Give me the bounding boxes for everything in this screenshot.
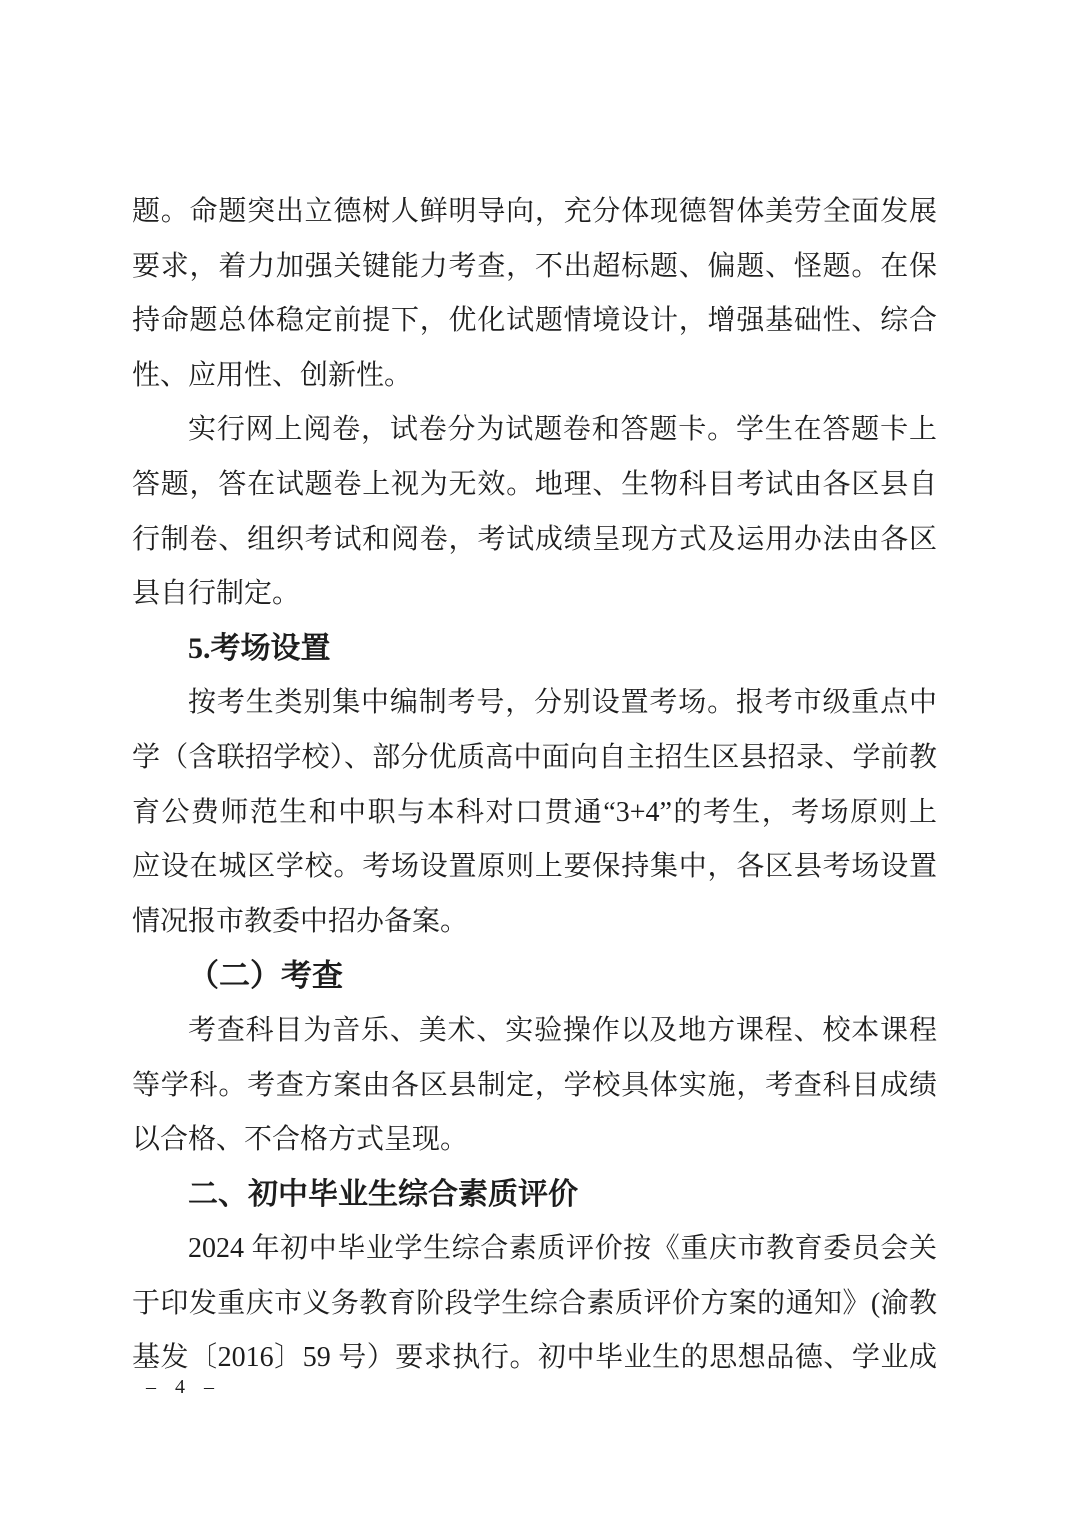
text-line: 应设在城区学校。考场设置原则上要保持集中，各区县考场设置: [132, 851, 937, 883]
text-line: 答题，答在试题卷上视为无效。地理、生物科目考试由各区县自: [132, 468, 937, 500]
text-line: 育公费师范生和中职与本科对口贯通“3+4”的考生，考场原则上: [132, 796, 937, 828]
text-line: 以合格、不合格方式呈现。: [132, 1124, 469, 1156]
text-line: 要求，着力加强关键能力考查，不出超标题、偏题、怪题。在保: [132, 250, 937, 282]
text-line: 等学科。考查方案由各区县制定，学校具体实施，考查科目成绩: [132, 1069, 937, 1101]
text-line: 于印发重庆市义务教育阶段学生综合素质评价方案的通知》(渝教: [132, 1287, 937, 1319]
text-line: 考查科目为音乐、美术、实验操作以及地方课程、校本课程: [188, 1014, 937, 1046]
text-line: 持命题总体稳定前提下，优化试题情境设计，增强基础性、综合: [132, 305, 937, 337]
section-heading: 二、初中毕业生综合素质评价: [188, 1177, 578, 1211]
text-line: 县自行制定。: [132, 578, 301, 610]
text-line: 按考生类别集中编制考号，分别设置考场。报考市级重点中: [188, 687, 937, 719]
text-line: 行制卷、组织考试和阅卷，考试成绩呈现方式及运用办法由各区: [132, 523, 937, 555]
text-line: 基发〔2016〕59 号）要求执行。初中毕业生的思想品德、学业成: [132, 1342, 937, 1374]
document-content: [132, 185, 937, 1386]
text-line: 实行网上阅卷，试卷分为试题卷和答题卡。学生在答题卡上: [188, 414, 937, 446]
section-heading: （二）考查: [188, 958, 343, 994]
text-line: 情况报市教委中招办备案。: [132, 905, 469, 937]
page-number: – 4 –: [146, 1376, 221, 1398]
section-heading: 5.考场设置: [188, 631, 331, 665]
text-line: 题。命题突出立德树人鲜明导向，充分体现德智体美劳全面发展: [132, 196, 937, 227]
text-line: 学（含联招学校）、部分优质高中面向自主招生区县招录、学前教: [132, 741, 937, 773]
text-line: 性、应用性、创新性。: [132, 359, 413, 391]
text-line: 2024 年初中毕业学生综合素质评价按《重庆市教育委员会关: [188, 1233, 937, 1265]
